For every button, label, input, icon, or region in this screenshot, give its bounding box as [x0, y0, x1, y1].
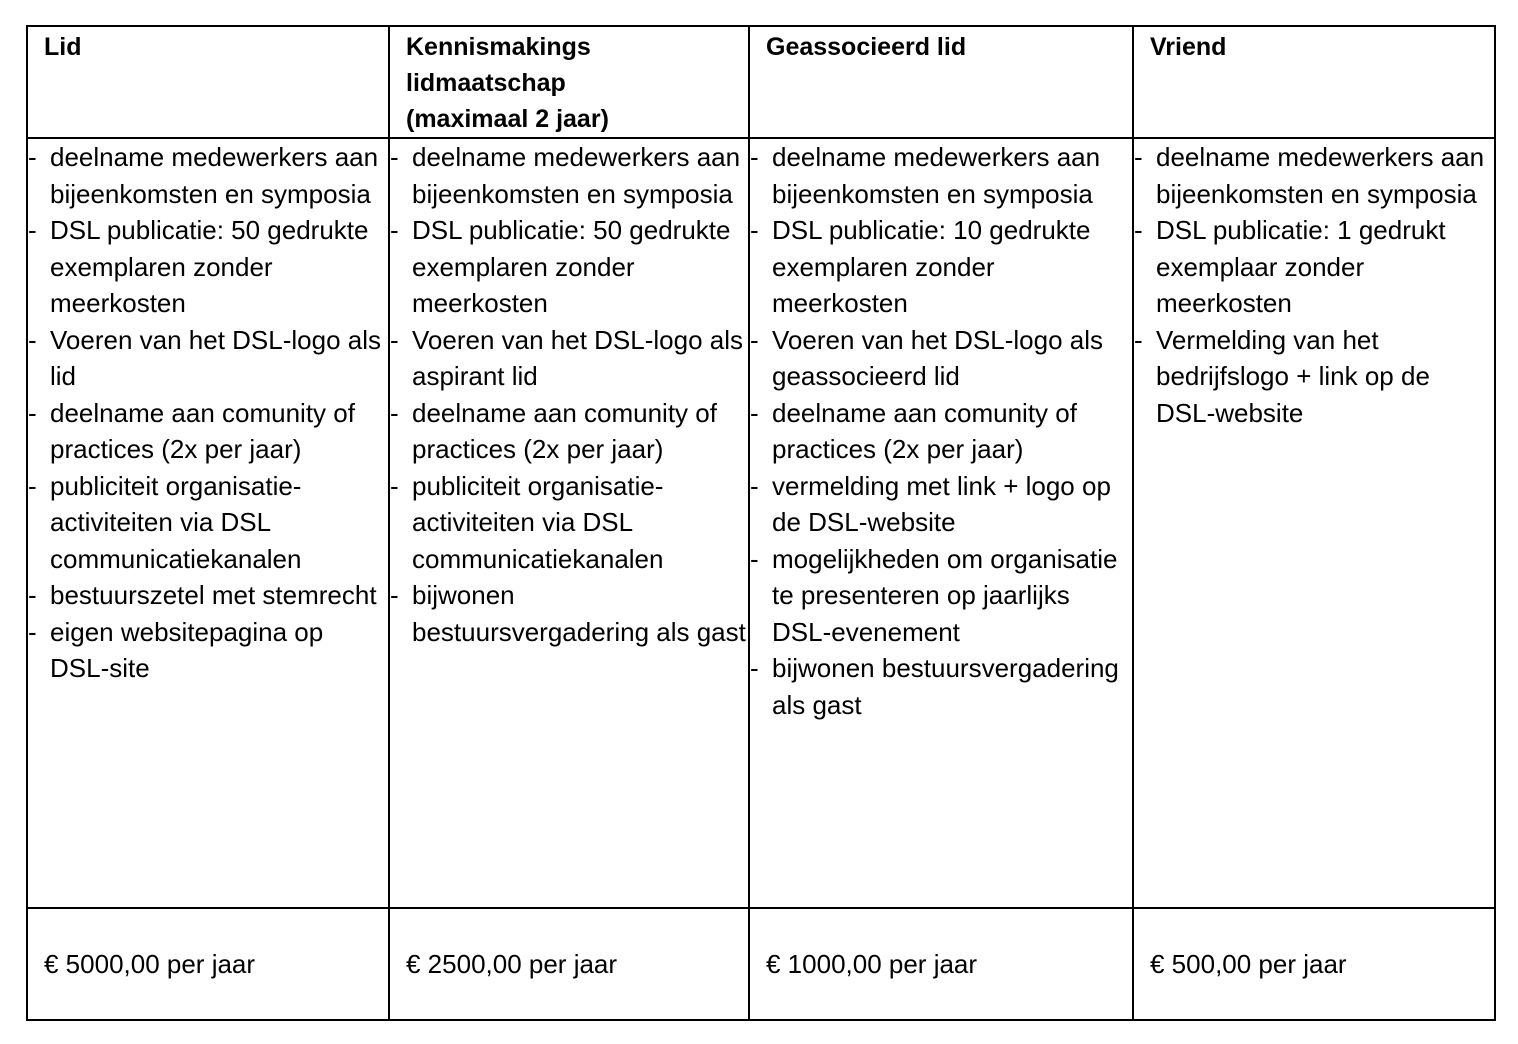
bullet-dash: -: [390, 324, 399, 355]
benefit-item: [750, 212, 1132, 322]
bullet-dash: -: [750, 397, 759, 428]
benefit-item: [750, 650, 1132, 723]
bullet-dash: -: [390, 215, 399, 245]
benefits-cell-vriend: [1133, 138, 1495, 908]
benefit-text: deelname medewerkers aan bijeenkomsten en symposia: [50, 142, 379, 209]
benefits-cell-lid: [27, 138, 389, 908]
benefit-text: DSL publicatie: 10 gedrukte exemplaren zonder meerkosten: [772, 215, 1091, 318]
bullet-dash: -: [750, 543, 759, 574]
benefit-list-kennismakings: [390, 139, 748, 650]
benefit-text: DSL publicatie: 50 gedrukte exemplaren zonder meerkosten: [412, 215, 731, 318]
benefit-text: Voeren van het DSL-logo als aspirant lid: [412, 324, 743, 391]
benefit-text: DSL publicatie: 50 gedrukte exemplaren zonder meerkosten: [50, 215, 369, 318]
bullet-dash: -: [1134, 142, 1143, 172]
header-cell-vriend: [1133, 26, 1495, 138]
benefit-text: mogelijkheden om organisatie te presenteren op jaarlijks DSL-evenement: [772, 543, 1118, 647]
bullet-dash: -: [750, 653, 759, 683]
price-cell-vriend: [1133, 908, 1495, 1020]
bullet-dash: -: [750, 470, 759, 501]
benefit-text: publiciteit organisatie-activiteiten via DSL communicatiekanalen: [50, 470, 302, 574]
benefit-item: [1134, 139, 1494, 212]
benefit-item: [750, 395, 1132, 468]
benefit-list-geassocieerd: [750, 139, 1132, 723]
header-kennismakings: Kennismakings lidmaatschap (maximaal 2 jaar): [406, 33, 609, 133]
price-cell-lid: [27, 908, 389, 1020]
benefit-item: [28, 395, 388, 468]
bullet-dash: -: [390, 580, 399, 610]
benefit-text: vermelding met link + logo op de DSL-website: [772, 470, 1111, 537]
price-vriend: € 500,00 per jaar: [1150, 949, 1347, 979]
bullet-dash: -: [28, 580, 37, 610]
benefit-item: [28, 139, 388, 212]
benefit-text: bijwonen bestuursvergadering als gast: [412, 580, 746, 647]
benefit-item: [750, 139, 1132, 212]
bullet-dash: -: [28, 215, 37, 245]
bullet-dash: -: [750, 215, 759, 245]
benefit-text: deelname medewerkers aan bijeenkomsten en symposia: [1156, 142, 1485, 209]
benefit-text: deelname medewerkers aan bijeenkomsten en symposia: [412, 142, 741, 209]
benefit-text: Vermelding van het bedrijfslogo + link op de DSL-website: [1156, 324, 1430, 428]
bullet-dash: -: [28, 616, 37, 647]
benefit-item: [750, 468, 1132, 541]
benefit-item: [28, 322, 388, 395]
bullet-dash: -: [28, 397, 37, 428]
benefit-text: DSL publicatie: 1 gedrukt exemplaar zonder meerkosten: [1156, 215, 1446, 318]
benefit-item: [28, 468, 388, 578]
benefit-item: [390, 577, 748, 650]
benefit-item: [750, 322, 1132, 395]
benefit-item: [390, 395, 748, 468]
header-vriend: Vriend: [1150, 33, 1227, 61]
bullet-dash: -: [1134, 324, 1143, 355]
header-geassocieerd: Geassocieerd lid: [766, 33, 967, 61]
header-lid: Lid: [44, 33, 82, 61]
benefits-cell-kennismakings: [389, 138, 749, 908]
membership-table: [26, 25, 1496, 1021]
bullet-dash: -: [28, 324, 37, 355]
benefit-list-lid: [28, 139, 388, 687]
benefit-item: [390, 139, 748, 212]
benefit-list-vriend: [1134, 139, 1494, 431]
price-cell-kennismakings: [389, 908, 749, 1020]
benefit-text: bijwonen bestuursvergadering als gast: [772, 653, 1119, 720]
benefit-text: deelname medewerkers aan bijeenkomsten en symposia: [772, 142, 1101, 209]
bullet-dash: -: [390, 142, 399, 172]
benefit-item: [390, 322, 748, 395]
price-kennismakings: € 2500,00 per jaar: [406, 949, 618, 979]
benefit-text: deelname aan comunity of practices (2x per jaar): [772, 397, 1077, 464]
price-row: [27, 908, 1495, 1020]
header-cell-kennismakings: [389, 26, 749, 138]
header-row: [27, 26, 1495, 138]
benefit-item: [28, 577, 388, 614]
benefit-text: eigen websitepagina op DSL-site: [50, 616, 324, 683]
benefits-cell-geassocieerd: [749, 138, 1133, 908]
benefit-item: [28, 212, 388, 322]
header-cell-lid: [27, 26, 389, 138]
price-cell-geassocieerd: [749, 908, 1133, 1020]
benefit-text: deelname aan comunity of practices (2x per jaar): [50, 397, 355, 464]
bullet-dash: -: [1134, 215, 1143, 245]
benefits-row: [27, 138, 1495, 908]
benefit-item: [390, 468, 748, 578]
benefit-item: [28, 614, 388, 687]
benefit-text: Voeren van het DSL-logo als lid: [50, 324, 381, 391]
benefit-text: publiciteit organisatie-activiteiten via DSL communicatiekanalen: [412, 470, 664, 574]
benefit-text: bestuurszetel met stemrecht: [50, 580, 377, 610]
bullet-dash: -: [390, 397, 399, 428]
bullet-dash: -: [28, 470, 37, 501]
bullet-dash: -: [750, 324, 759, 355]
benefit-item: [1134, 212, 1494, 322]
benefit-item: [1134, 322, 1494, 432]
benefit-item: [750, 541, 1132, 651]
price-lid: € 5000,00 per jaar: [44, 949, 256, 979]
bullet-dash: -: [28, 142, 37, 172]
header-cell-geassocieerd: [749, 26, 1133, 138]
benefit-text: deelname aan comunity of practices (2x per jaar): [412, 397, 717, 464]
benefit-text: Voeren van het DSL-logo als geassocieerd lid: [772, 324, 1103, 391]
benefit-item: [390, 212, 748, 322]
bullet-dash: -: [390, 470, 399, 501]
bullet-dash: -: [750, 142, 759, 172]
price-geassocieerd: € 1000,00 per jaar: [766, 949, 978, 979]
